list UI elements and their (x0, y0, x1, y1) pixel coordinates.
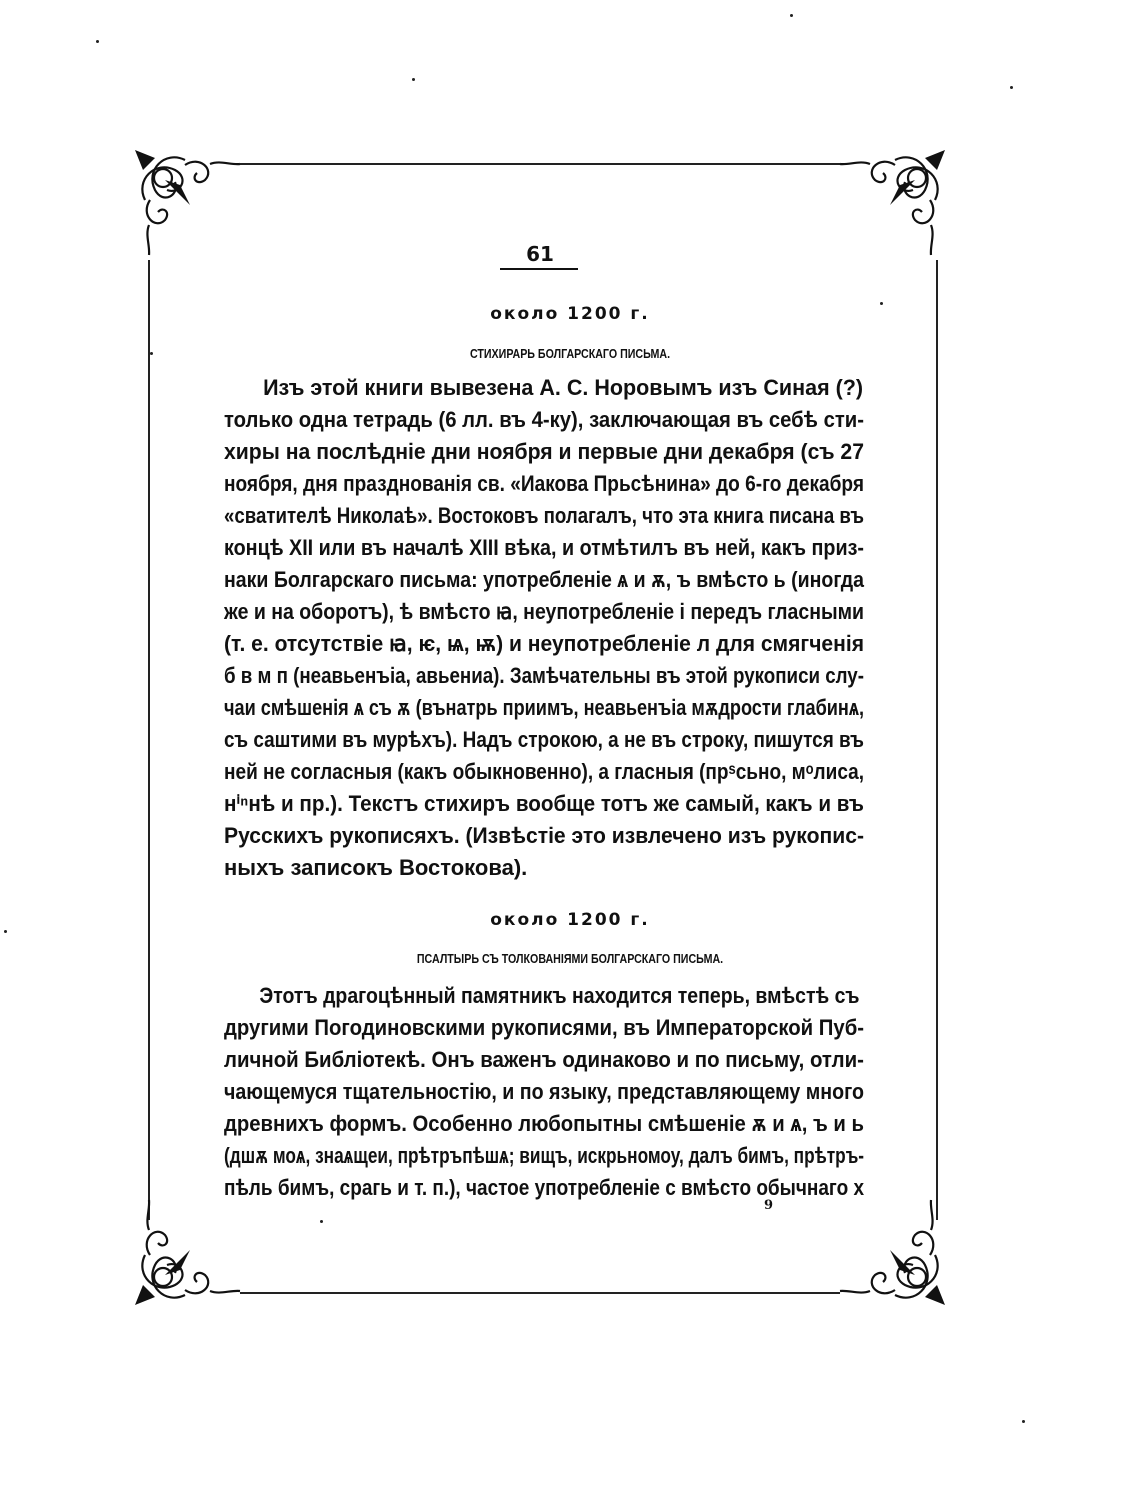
text-line: нⁱⁿнѣ и пр.). Текстъ стихиръ вообще тотъ же самый, какъ и въ (224, 791, 864, 816)
scan-speck (412, 78, 415, 81)
text-line: «сватителѣ Николаѣ». Востоковъ полагалъ, что эта книга писана въ (224, 503, 865, 528)
text-line: ноября, дня празднованія св. «Иакова Прьсѣнина» до 6-го декабря (224, 471, 864, 496)
text-line: древнихъ формъ. Особенно любопытны смѣшеніе ѫ и ѧ, ъ и ь (224, 1111, 864, 1136)
text-line: чающемуся тщательностію, и по языку, представляющему много (224, 1079, 865, 1104)
right-border-rule (936, 260, 938, 1220)
text-line: наки Болгарскаго письма: употребленіе ѧ и ѫ, ъ вмѣсто ь (иногда (224, 567, 864, 592)
text-line: же и на оборотъ), ѣ вмѣсто ꙗ, неупотребленіе і передъ гласными (224, 599, 865, 624)
scan-speck (320, 1220, 323, 1223)
section-2-date: около 1200 г. (490, 910, 650, 930)
scan-speck (1022, 1420, 1025, 1423)
scan-speck (1010, 86, 1013, 89)
section-2-title: ПСАЛТЫРЬ СЪ ТОЛКОВАНІЯМИ БОЛГАРСКАГО ПИСЬМА. (416, 951, 724, 966)
corner-ornament-bottom-right (835, 1195, 955, 1315)
text-line: б в м п (неавьенъіа, авьениа). Замѣчательны въ этой рукописи слу- (224, 663, 864, 688)
text-line: Русскихъ рукописяхъ. (Извѣстіе это извлечено изъ рукопис- (224, 823, 864, 848)
section-1-date: около 1200 г. (490, 304, 650, 324)
bottom-border-rule (240, 1292, 840, 1294)
text-line: ней не согласныя (какъ обыкновенно), а гласныя (прˢсьно, мᵒлиса, (224, 759, 865, 784)
text-line: (дшѫ моѧ, знаѧщеи, прѣтръпѣшѧ; вищъ, искрьномоу, далъ бимъ, прѣтръ- (224, 1143, 865, 1168)
text-line: Изъ этой книги вывезена А. С. Норовымъ изъ Синая (?) (263, 375, 864, 400)
text-line: только одна тетрадь (6 лл. въ 4-ку), заключающая въ себѣ сти- (224, 407, 865, 432)
signature-mark: 9 (764, 1198, 774, 1213)
page-number-underline (500, 268, 578, 270)
text-line: пѣль бимъ, срагь и т. п.), частое употребленіе с вмѣсто обычнаго х (224, 1175, 865, 1200)
text-line: (т. е. отсутствіе ꙗ, ѥ, ѩ, ѭ) и неупотребленіе л для смягченія (224, 631, 864, 656)
text-line: личной Библіотекѣ. Онъ важенъ одинаково и по письму, отли- (224, 1047, 864, 1072)
text-line: хиры на послѣдніе дни ноября и первые дни декабря (съ 27 (224, 439, 864, 464)
scan-speck (4, 930, 7, 933)
scan-speck (880, 302, 883, 305)
corner-ornament-top-left (125, 140, 245, 260)
top-border-rule (240, 163, 840, 165)
scan-speck (96, 40, 99, 43)
text-line: концѣ XII или въ началѣ XIII вѣка, и отмѣтилъ въ ней, какъ приз- (224, 535, 864, 560)
section-2-body (224, 980, 864, 1204)
page-number: 61 (526, 242, 554, 266)
scan-speck (150, 352, 153, 355)
corner-ornament-top-right (835, 140, 955, 260)
text-line: чаи смѣшенія ѧ съ ѫ (вънатрь приимъ, неавьенъіа мѫдрости глабинѧ, (224, 695, 864, 720)
left-border-rule (148, 260, 150, 1220)
scan-speck (790, 14, 793, 17)
corner-ornament-bottom-left (125, 1195, 245, 1315)
text-line: ныхъ записокъ Востокова). (224, 855, 528, 880)
text-line: Этотъ драгоцѣнный памятникъ находится теперь, вмѣстѣ съ (259, 983, 860, 1008)
text-line: другими Погодиновскими рукописями, въ Императорской Пуб- (224, 1015, 864, 1040)
text-line: съ саштими въ мурѣхъ). Надъ строкою, а не въ строку, пишутся въ (224, 727, 865, 752)
section-1-title: СТИХИРАРЬ БОЛГАРСКАГО ПИСЬМА. (469, 346, 671, 361)
section-1-body (224, 372, 864, 884)
